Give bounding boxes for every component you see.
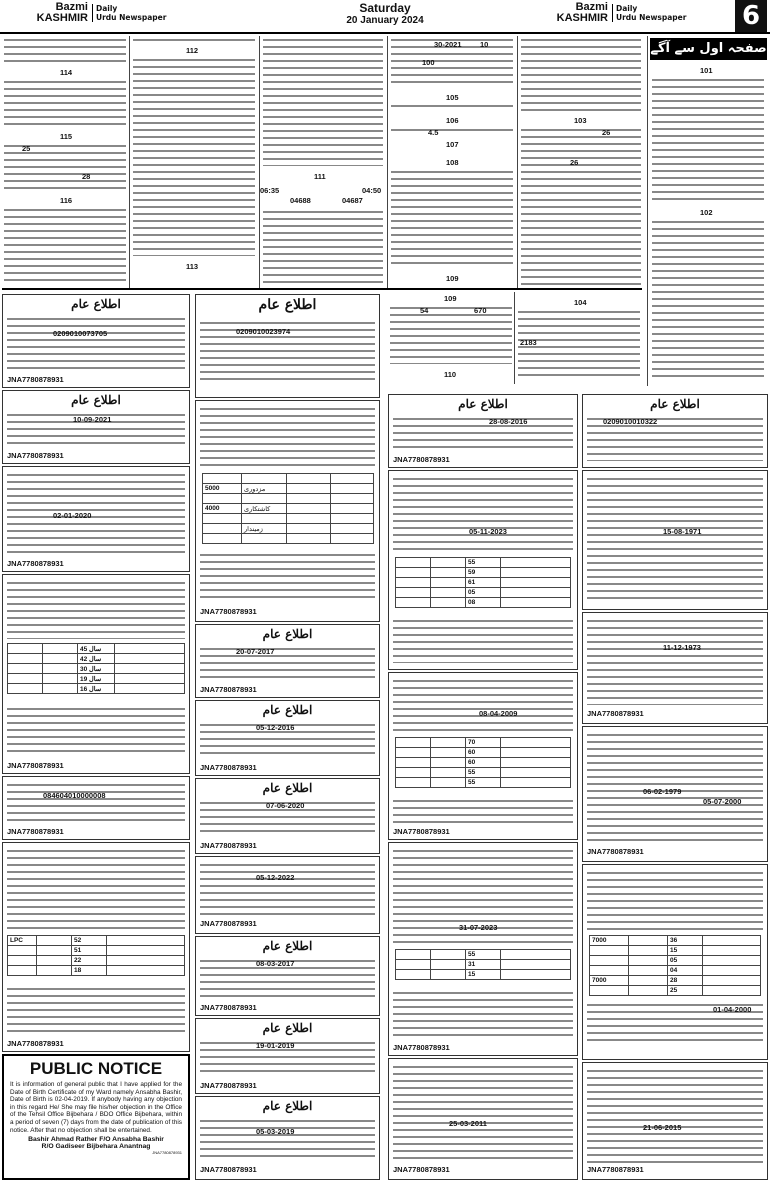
- article-text: [391, 126, 513, 136]
- notice-title: اطلاع عام: [262, 1021, 313, 1035]
- ad-code: JNA7780878931: [7, 1039, 64, 1048]
- notice-date: 05-11-2023: [469, 527, 507, 536]
- income-cell: 4000: [203, 504, 242, 514]
- notice-date: 31-07-2023: [459, 923, 498, 932]
- article-figure: 30-2021: [434, 40, 462, 49]
- ad-code: JNA7780878931: [587, 1165, 644, 1174]
- age-cell: 05: [668, 956, 703, 966]
- ad-code: JNA7780878931: [393, 1043, 450, 1052]
- date-block: [300, 1, 470, 26]
- notice-card: [582, 1062, 768, 1180]
- day-label: Saturday: [359, 1, 411, 15]
- notice-card: [2, 842, 190, 1052]
- account-number: 020901001032​2: [603, 417, 658, 426]
- family-table: [589, 935, 761, 996]
- notice-date: 05-03-2019: [256, 1127, 295, 1136]
- age-cell: 15: [668, 946, 703, 956]
- article-text: [263, 208, 383, 286]
- notice-date: 10-09-2021: [73, 415, 112, 424]
- article-figure: 54: [420, 306, 429, 315]
- public-notice-body: It is information of general public that I have applied for the Date of Birth Certificate of my Ward namely Ansabha Bashir, Date of Birth is 02-04-2019. If anybody having any objection in this regard He/ She may file his/her objection in the Office of the Tehsil Office Bijbehara / BDO Office Bijbehara, within a period of seven (7) days from the date of publication of this notice. After that no objection shall be entertained.: [10, 1081, 182, 1134]
- family-table: [202, 473, 374, 544]
- notice-card: [195, 624, 380, 698]
- notice-date: 25-03-2011: [449, 1119, 487, 1128]
- age-cell: 36: [668, 936, 703, 946]
- family-table: [395, 737, 571, 788]
- page-header: [0, 0, 770, 34]
- article-number: 114: [60, 68, 73, 77]
- family-table: [395, 949, 571, 980]
- notice-title: اطلاع عام: [458, 397, 508, 411]
- notice-date: 21-06-2015: [643, 1123, 682, 1132]
- article-text: [4, 78, 126, 128]
- occupation-cell: مزدوری: [242, 484, 287, 494]
- public-notice-signature: Bashir Ahmad Rather F/O Ansabha Bashir: [28, 1136, 164, 1144]
- notice-card: [195, 400, 380, 622]
- notice-card: [582, 470, 768, 610]
- age-cell: 51: [72, 946, 107, 956]
- sub-left-line2: Urdu Newspaper: [96, 13, 167, 22]
- ad-code: JNA7780878931: [393, 455, 450, 464]
- sub-left-line1: Daily: [96, 4, 118, 13]
- notice-date: 19-01-2019: [256, 1041, 295, 1050]
- table-cell: [115, 644, 185, 654]
- article-text: [133, 36, 255, 44]
- age-cell: 19 سال: [78, 674, 115, 684]
- age-cell: 28: [668, 976, 703, 986]
- article-text: [391, 168, 513, 268]
- table-cell: [43, 644, 78, 654]
- notice-date: 06-02-1979: [643, 787, 682, 796]
- notice-card: [388, 470, 578, 670]
- age-cell: 52: [72, 936, 107, 946]
- article-figure: 28: [82, 172, 91, 181]
- notice-card: [195, 1018, 380, 1094]
- occupation-cell: کاشتکاری: [242, 504, 287, 514]
- age-cell: 16 سال: [78, 684, 115, 694]
- article-text: [4, 206, 126, 284]
- age-cell: 15: [466, 970, 501, 980]
- age-cell: 55: [466, 778, 501, 788]
- brand-left-line2: KASHMIR: [36, 12, 88, 24]
- ad-code: JNA7780878931: [200, 841, 257, 850]
- notice-date: 07-06-2020: [266, 801, 305, 810]
- brand-right: [528, 2, 608, 24]
- banner-title: صفحہ اول سے آگے: [650, 38, 767, 60]
- notice-date: 11-12-1973: [663, 643, 701, 652]
- notice-card: [195, 700, 380, 776]
- account-number: 084604010000008: [43, 791, 106, 800]
- public-notice: [2, 1054, 190, 1180]
- article-number: 112: [186, 46, 199, 55]
- article-text: [521, 36, 641, 112]
- notice-card: [2, 466, 190, 572]
- article-figure: 04688: [290, 196, 311, 205]
- notice-title: اطلاع عام: [71, 393, 121, 407]
- sub-right-line1: Daily: [616, 4, 638, 13]
- notice-card: [2, 294, 190, 388]
- brand-right-line1: Bazmi: [575, 1, 608, 13]
- article-figure: 04:50: [362, 186, 382, 195]
- front-page-continuation: [647, 36, 768, 386]
- article-number: 109: [444, 294, 457, 303]
- article-number: 116: [60, 196, 73, 205]
- article-figure: 4.5: [428, 128, 439, 137]
- article-figure: 06:35: [260, 186, 280, 195]
- article-number: 111: [314, 172, 326, 181]
- brand-left-line1: Bazmi: [55, 1, 88, 13]
- notice-card: [582, 726, 768, 862]
- age-cell: 42 سال: [78, 654, 115, 664]
- article-text: [652, 76, 764, 204]
- age-cell: 18: [72, 966, 107, 976]
- sub-right: [612, 4, 686, 22]
- ad-code: JNA7780878931: [200, 685, 257, 694]
- notice-card: [388, 1058, 578, 1180]
- age-cell: 61: [466, 578, 501, 588]
- article-number: 106: [446, 116, 459, 125]
- top-articles: [2, 36, 642, 290]
- notice-title: اطلاع عام: [650, 397, 700, 411]
- page-number: 6: [735, 0, 767, 32]
- ad-code: JNA7780878931: [7, 375, 64, 384]
- public-notice-title: PUBLIC NOTICE: [29, 1059, 163, 1078]
- ad-code: JNA7780878931: [200, 919, 257, 928]
- notice-card: [388, 842, 578, 1056]
- article-text: [263, 36, 383, 166]
- family-table: [395, 557, 571, 608]
- notice-card: [195, 1096, 380, 1180]
- ad-code: JNA7780878931: [393, 827, 450, 836]
- notice-title: اطلاع عام: [71, 297, 121, 311]
- ad-code: JNA7780878931: [587, 709, 644, 718]
- ad-code: JNA7780878931: [200, 1081, 257, 1090]
- notice-date: 20-07-2017: [236, 647, 275, 656]
- age-cell: 70: [466, 738, 501, 748]
- ad-code: JNA7780878931: [200, 607, 257, 616]
- date-label: 20 January 2024: [346, 15, 424, 26]
- account-number: 020901002397​4: [236, 327, 291, 336]
- notice-card: [2, 776, 190, 840]
- age-cell: 60: [466, 758, 501, 768]
- notice-title: اطلاع عام: [262, 1099, 313, 1113]
- table-cell: [203, 474, 242, 484]
- article-figure: 26: [570, 158, 579, 167]
- notice-date: 02-01-2020: [53, 511, 92, 520]
- account-number: 020901007370​5: [53, 329, 108, 338]
- notice-title: اطلاع عام: [262, 703, 313, 717]
- notice-card: [195, 936, 380, 1016]
- article-number: 108: [446, 158, 459, 167]
- age-cell: 59: [466, 568, 501, 578]
- article-number: 113: [186, 262, 199, 271]
- article-figure: 26: [602, 128, 611, 137]
- public-notice-address: R/O Gadiseer Bijbehara Anantnag: [41, 1143, 151, 1151]
- age-cell: 55: [466, 558, 501, 568]
- age-cell: 31: [466, 960, 501, 970]
- age-cell: 45 سال: [78, 644, 115, 654]
- article-figure: 04687: [342, 196, 363, 205]
- article-number: 110: [444, 370, 457, 379]
- age-cell: 55: [466, 768, 501, 778]
- ad-code: JNA7780878931: [200, 1003, 257, 1012]
- ad-code: JNA7780878931: [587, 847, 644, 856]
- occupation-cell: زمیندار: [242, 524, 287, 534]
- notice-card: [2, 390, 190, 464]
- notice-date: 08-04-2009: [479, 709, 518, 718]
- notice-title: اطلاع عام: [262, 627, 313, 641]
- article-number: 115: [60, 132, 73, 141]
- age-cell: 30 سال: [78, 664, 115, 674]
- age-cell: 04: [668, 966, 703, 976]
- notice-title: اطلاع عام: [262, 781, 313, 795]
- article-text: [521, 126, 641, 286]
- age-cell: 55: [466, 950, 501, 960]
- income-cell: 7000: [590, 976, 629, 986]
- article-text: [4, 36, 126, 64]
- article-text: [391, 102, 513, 112]
- article-figure: 10: [480, 40, 489, 49]
- article-number: 102: [700, 208, 713, 217]
- notice-card: [195, 778, 380, 854]
- ad-code: JNA7780878931: [152, 1150, 182, 1156]
- notice-date: 15-08-1971: [663, 527, 702, 536]
- article-number: 107: [446, 140, 459, 149]
- ad-code: JNA7780878931: [7, 559, 64, 568]
- sub-right-line2: Urdu Newspaper: [616, 13, 687, 22]
- age-cell: 05: [466, 588, 501, 598]
- brand-right-line2: KASHMIR: [556, 12, 608, 24]
- article-figure: 100: [422, 58, 435, 67]
- article-figure: 25: [22, 144, 31, 153]
- notice-card: [195, 856, 380, 934]
- ad-code: JNA7780878931: [7, 761, 64, 770]
- notice-date: 28-08-2016: [489, 417, 528, 426]
- article-number: 105: [446, 93, 459, 102]
- article-number: 109: [446, 274, 459, 283]
- age-cell: 25: [668, 986, 703, 996]
- article-number: 103: [574, 116, 587, 125]
- article-continuation: [390, 292, 642, 384]
- income-cell: 5000: [203, 484, 242, 494]
- notice-card: [582, 394, 768, 468]
- age-cell: 60: [466, 748, 501, 758]
- income-cell: 7000: [590, 936, 629, 946]
- table-cell: [8, 644, 43, 654]
- notice-card: [582, 612, 768, 724]
- notice-card: [195, 294, 380, 398]
- notice-date: 05-12-2016: [256, 723, 295, 732]
- article-figure: 2183: [520, 338, 537, 347]
- notice-date: 05-07-2000: [703, 797, 742, 806]
- notice-card: [388, 672, 578, 840]
- article-figure: 670: [474, 306, 487, 315]
- article-number: 104: [574, 298, 587, 307]
- notice-date: 01-04-2000: [713, 1005, 752, 1014]
- table-cell: LPC: [8, 936, 37, 946]
- article-number: 101: [700, 66, 713, 75]
- notice-title: اطلاع عام: [258, 297, 317, 313]
- age-cell: 08: [466, 598, 501, 608]
- article-text: [390, 304, 512, 364]
- brand-left: [28, 2, 88, 24]
- notice-card: [388, 394, 578, 468]
- age-cell: 22: [72, 956, 107, 966]
- notice-date: 08-03-2017: [256, 959, 295, 968]
- ad-code: JNA7780878931: [393, 1165, 450, 1174]
- notice-date: 05-12-2022: [256, 873, 295, 882]
- notice-title: اطلاع عام: [262, 939, 313, 953]
- notice-card: [2, 574, 190, 774]
- article-text: [133, 56, 255, 256]
- ad-code: JNA7780878931: [200, 763, 257, 772]
- family-table: [7, 643, 185, 694]
- ad-code: JNA7780878931: [200, 1165, 257, 1174]
- notice-card: [582, 864, 768, 1060]
- ad-code: JNA7780878931: [7, 827, 64, 836]
- family-table: [7, 935, 185, 976]
- article-text: [652, 218, 764, 378]
- ad-code: JNA7780878931: [7, 451, 64, 460]
- sub-left: [92, 4, 166, 22]
